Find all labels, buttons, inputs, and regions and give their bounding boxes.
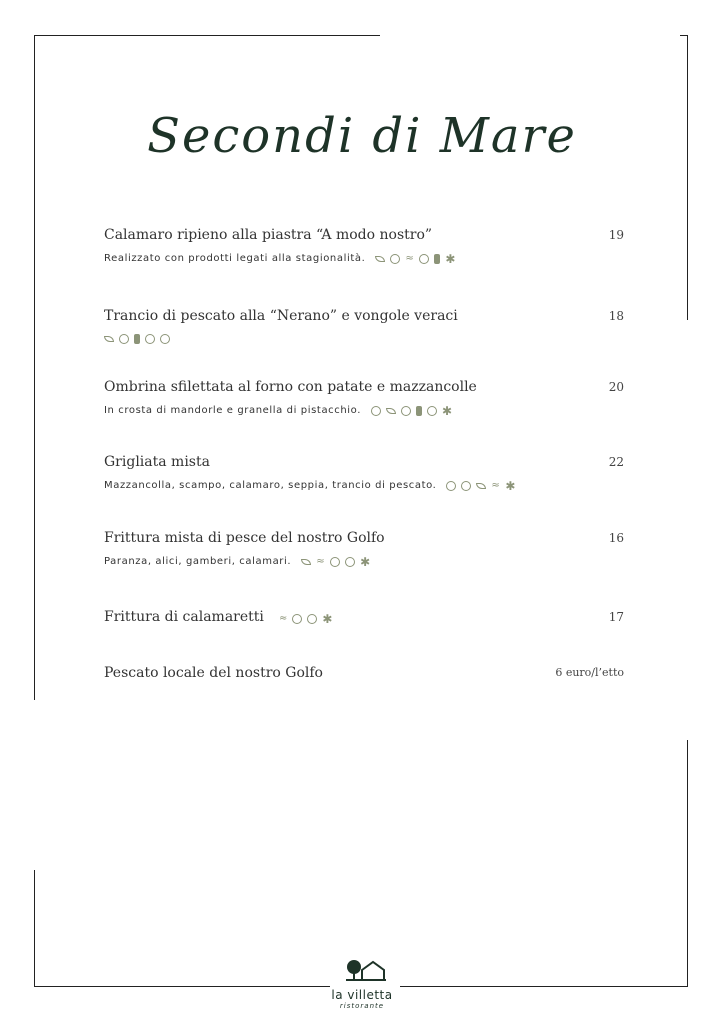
logo-tree-house-icon — [332, 958, 392, 982]
logo-subtitle: ristorante — [339, 1002, 385, 1010]
circle-icon — [419, 254, 429, 264]
page-title: Secondi di Mare — [147, 108, 577, 164]
page-frame — [34, 35, 688, 987]
item-price: 18 — [608, 309, 624, 323]
circle-icon — [345, 557, 355, 567]
bottle-icon — [416, 406, 422, 416]
leaf-icon — [375, 256, 385, 262]
item-description: Realizzato con prodotti legati alla stagionalità. ≈ ✱ — [104, 251, 457, 266]
item-name: Trancio di pescato alla “Nerano” e vongole veraci — [104, 308, 458, 324]
item-name: Calamaro ripieno alla piastra “A modo nostro” — [104, 227, 433, 243]
wave-icon: ≈ — [316, 555, 326, 567]
item-name: Ombrina sfilettata al forno con patate e mazzancolle — [104, 379, 477, 395]
leaf-icon — [386, 408, 396, 414]
circle-icon — [145, 334, 155, 344]
logo-name: la villetta — [331, 988, 393, 1002]
shell-icon — [401, 406, 411, 416]
wave-icon: ≈ — [491, 479, 501, 491]
item-price: 17 — [608, 610, 624, 624]
item-description — [104, 334, 624, 344]
item-price: 22 — [608, 455, 624, 469]
item-description: In crosta di mandorle e granella di pistacchio. ✱ — [104, 403, 453, 418]
shell-icon — [390, 254, 400, 264]
item-description: Mazzancolla, scampo, calamaro, seppia, trancio di pescato. ≈ ✱ — [104, 478, 517, 493]
wave-icon: ≈ — [278, 613, 288, 624]
circle-icon — [292, 614, 302, 624]
item-price: 16 — [608, 531, 624, 545]
allergen-icons — [375, 251, 457, 266]
star-icon: ✱ — [445, 251, 457, 266]
menu-item — [104, 527, 624, 567]
menu-item — [104, 662, 624, 681]
circle-icon — [160, 334, 170, 344]
star-icon: ✱ — [442, 403, 453, 418]
item-price: 20 — [608, 380, 624, 394]
wave-icon: ≈ — [405, 252, 415, 264]
circle-icon — [461, 481, 471, 491]
menu-item — [104, 376, 624, 416]
item-description: Paranza, alici, gamberi, calamari. ≈ ✱ — [104, 554, 371, 569]
restaurant-logo — [0, 958, 724, 1010]
shell-icon — [307, 614, 317, 624]
bottle-icon — [134, 334, 140, 344]
item-name: Pescato locale del nostro Golfo — [104, 665, 323, 681]
item-price: 19 — [608, 228, 624, 242]
leaf-icon — [104, 336, 114, 342]
shell-icon — [119, 334, 129, 344]
menu-item — [104, 451, 624, 491]
allergen-icons — [371, 403, 453, 418]
frame-gap-left — [30, 700, 40, 870]
frame-gap-right-top — [680, 320, 694, 740]
menu-item — [104, 606, 624, 625]
shell-icon — [330, 557, 340, 567]
leaf-icon — [476, 483, 486, 489]
circle-icon — [427, 406, 437, 416]
allergen-icons — [279, 614, 332, 624]
item-name: Frittura mista di pesce del nostro Golfo — [104, 530, 385, 546]
allergen-icons — [446, 478, 517, 493]
star-icon: ✱ — [505, 478, 517, 493]
circle-icon — [371, 406, 381, 416]
allergen-icons — [301, 554, 371, 569]
star-icon: ✱ — [360, 554, 371, 569]
star-icon: ✱ — [322, 612, 333, 626]
frame-gap-top-right — [380, 30, 680, 40]
item-name: Frittura di calamaretti — [104, 609, 264, 625]
bottle-icon — [434, 254, 440, 264]
allergen-icons — [104, 334, 170, 344]
menu-item — [104, 224, 624, 264]
shell-icon — [446, 481, 456, 491]
menu-item — [104, 305, 624, 344]
item-price: 6 euro/l’etto — [555, 666, 624, 679]
item-name: Grigliata mista — [104, 454, 210, 470]
leaf-icon — [301, 559, 311, 565]
